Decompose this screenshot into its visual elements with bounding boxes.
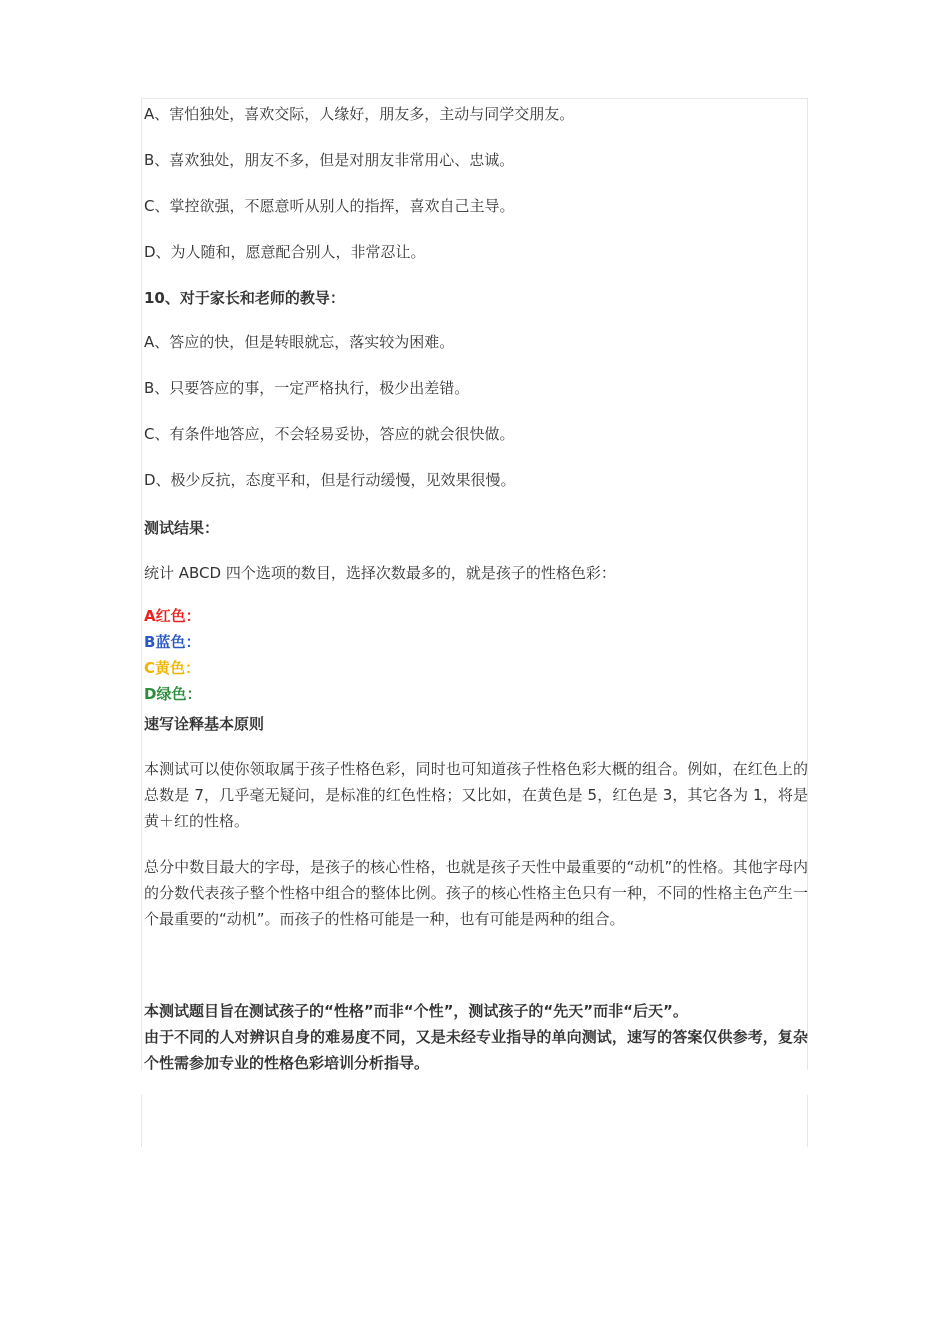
color-green-label: 绿色： [156,685,202,703]
principles-paragraph-2: 总分中数目最大的字母，是孩子的核心性格，也就是孩子天性中最重要的“动机”的性格。其他字母内的分数代表孩子整个性格中组合的整体比例。孩子的核心性格主色只有一种，不同的性格主色产生一个最重要的“动机”。而孩子的性格可能是一种，也有可能是两种的组合。 [144,858,808,928]
principles-heading: 速写诠释基本原则 [144,715,265,733]
color-blue-line [144,629,808,655]
color-yellow-label: 黄色： [155,659,201,677]
color-green-letter: D [144,685,157,703]
q10-option-a: A、答应的快，但是转眼就忘，落实较为困难。 [144,333,455,351]
q9-option-c: C、掌控欲强，不愿意听从别人的指挥，喜欢自己主导。 [144,197,515,215]
q10-option-b: B、只要答应的事，一定严格执行，极少出差错。 [144,379,470,397]
note-line-1: 本测试题目旨在测试孩子的“性格”而非“个性”，测试孩子的“先天”而非“后天”。 [144,1002,688,1020]
color-blue-label: 蓝色： [155,633,201,651]
color-red-letter: A [144,607,156,625]
q10-option-c: C、有条件地答应，不会轻易妥协，答应的就会很快做。 [144,425,515,443]
q10-option-d: D、极少反抗，态度平和，但是行动缓慢，见效果很慢。 [144,471,516,489]
q10-title: 10、对于家长和老师的教导： [144,289,345,307]
color-yellow-letter: C [144,659,156,677]
color-green-line [144,681,808,707]
q9-option-d: D、为人随和，愿意配合别人，非常忍让。 [144,243,426,261]
color-red-label: 红色： [155,607,201,625]
q9-option-a: A、害怕独处，喜欢交际，人缘好，朋友多，主动与同学交朋友。 [144,105,575,123]
result-intro: 统计 ABCD 四个选项的数目，选择次数最多的，就是孩子的性格色彩： [144,564,616,582]
q9-option-b: B、喜欢独处，朋友不多，但是对朋友非常用心、忠诚。 [144,151,515,169]
color-yellow-line [144,655,808,681]
result-heading: 测试结果： [144,519,220,537]
color-red-line [144,603,808,629]
principles-paragraph-1: 本测试可以使你领取属于孩子性格色彩，同时也可知道孩子性格色彩大概的组合。例如，在红色上的总数是 7，几乎毫无疑问，是标准的红色性格；又比如，在黄色是 5，红色是 3，其它各为 1，将是黄＋红的性格。 [144,760,808,830]
note-line-2: 由于不同的人对辨识自身的难易度不同，又是未经专业指导的单向测试，速写的答案仅供参考，复杂个性需参加专业的性格色彩培训分析指导。 [144,1028,808,1072]
document-body [144,100,808,1076]
color-blue-letter: B [144,633,156,651]
color-legend [144,603,808,707]
content-frame-continuation [141,1095,808,1147]
